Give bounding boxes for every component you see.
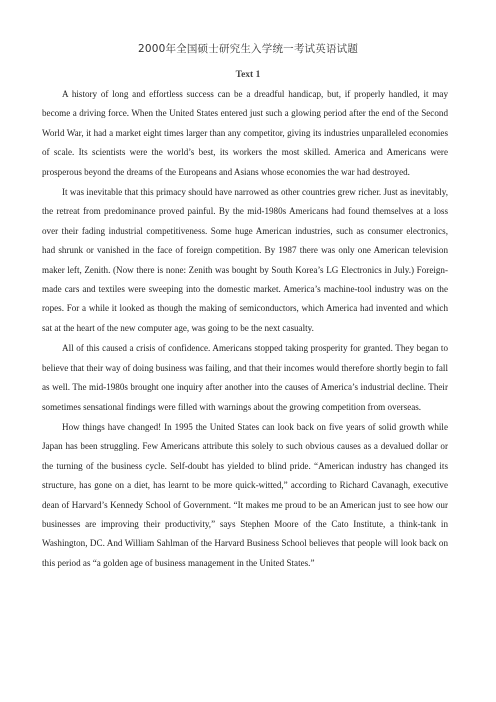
paragraph-2: It was inevitable that this primacy should have narrowed as other countries grew richer. Just as inevitably, the retreat from predominance proved painful. By the mid-1980s Americans had found themselves at a loss over their fading industrial competitiveness. Some huge American industries, such as consumer electronics, had shrunk or vanished in the face of foreign competition. By 1987 there was only one American television maker left, Zenith. (Now there is none: Zenith was bought by South Korea’s LG Electronics in July.) Foreign-made cars and textiles were sweeping into the domestic market. America’s machine-tool industry was on the ropes. For a while it looked as though the making of semiconductors, which America had invented and which sat at the heart of the new computer age, was going to be the next casualty. [42, 187, 448, 333]
section-heading: Text 1 [235, 70, 261, 80]
document-title: 2000年全国硕士研究生入学统一考试英语试题 [137, 43, 359, 55]
paragraph-3: All of this caused a crisis of confidence. Americans stopped taking prosperity for granted. They began to believe that their way of doing business was failing, and that their incomes would therefore shortly begin to fall as well. The mid-1980s brought one inquiry after another into the causes of America’s industrial decline. Their sometimes sensational findings were filled with warnings about the growing competition from overseas. [42, 343, 448, 412]
passage-body [42, 85, 448, 574]
paragraph-1: A history of long and effortless success can be a dreadful handicap, but, if properly handled, it may become a driving force. When the United States entered just such a glowing period after the end of the Second World War, it had a market eight times larger than any competitor, giving its industries unparalleled economies of scale. Its scientists were the world’s best, its workers the most skilled. America and Americans were prosperous beyond the dreams of the Europeans and Asians whose economies the war had destroyed. [42, 89, 448, 177]
paragraph-4: How things have changed! In 1995 the United States can look back on five years of solid growth while Japan has been struggling. Few Americans attribute this solely to such obvious causes as a devalued dollar or the turning of the business cycle. Self-doubt has yielded to blind pride. “American industry has changed its structure, has gone on a diet, has learnt to be more quick-witted,” according to Richard Cavanagh, executive dean of Harvard’s Kennedy School of Government. “It makes me proud to be an American just to see how our businesses are improving their productivity,” says Stephen Moore of the Cato Institute, a think-tank in Washington, DC. And William Sahlman of the Harvard Business School believes that people will look back on this period as “a golden age of business management in the United States.” [42, 421, 448, 568]
